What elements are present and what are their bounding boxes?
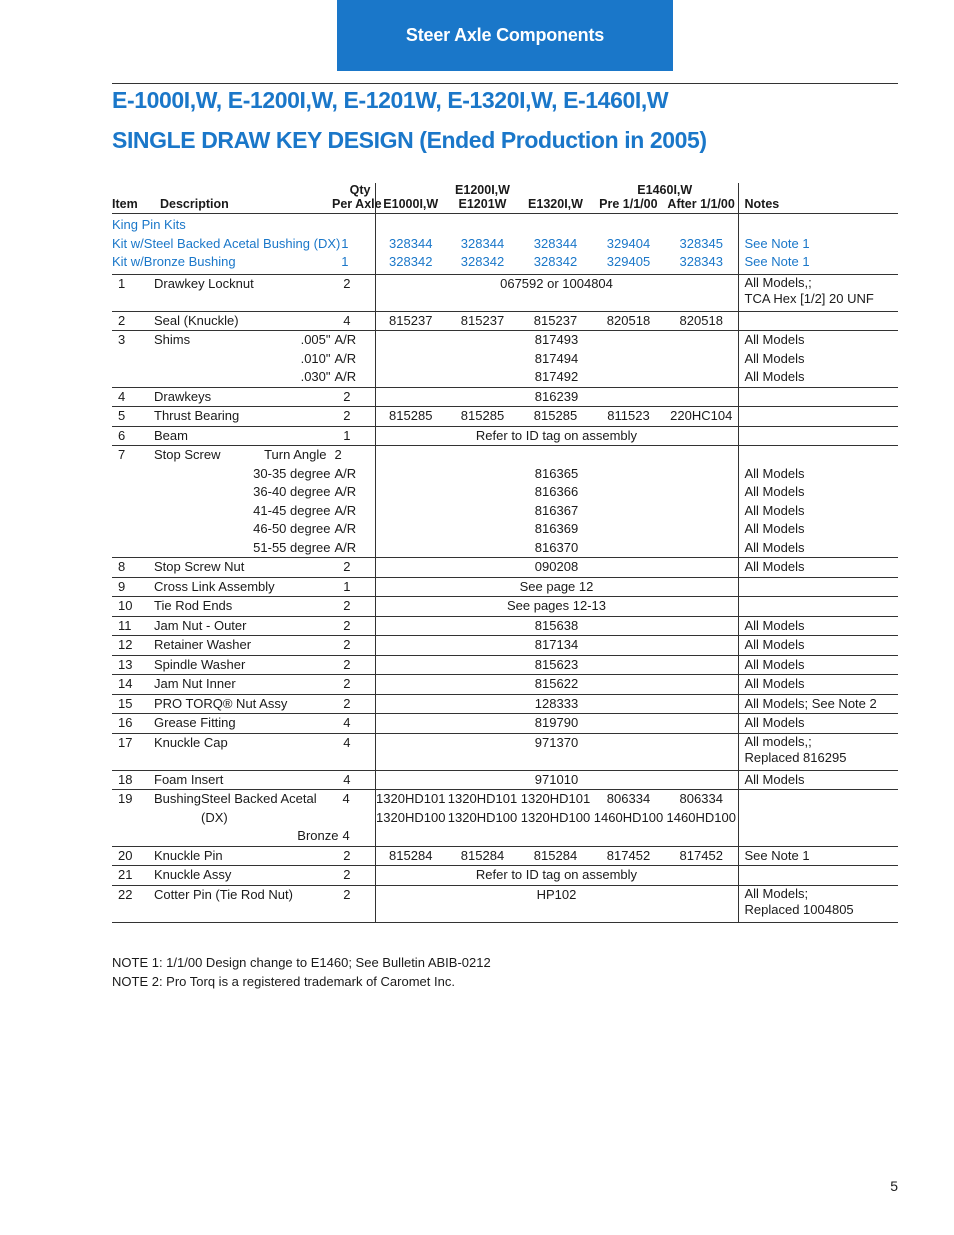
header-e1460-pre: Pre 1/1/00 (599, 197, 658, 211)
item-number: 3 (112, 331, 148, 388)
table-row (112, 675, 898, 695)
item-e1000: 815237 (375, 311, 446, 331)
item-e1200: 815285 (446, 407, 519, 427)
item-e1320: 815285 (519, 407, 592, 427)
kit-notes: See Note 1 (738, 253, 898, 274)
item-qty: 2 (332, 675, 375, 695)
item-notes: All Models (738, 616, 898, 636)
item-part-number: 819790 (375, 714, 738, 734)
table-row (112, 426, 898, 446)
header-notes: Notes (738, 183, 898, 214)
item-notes: All Models (738, 675, 898, 695)
kits-label: King Pin Kits (112, 217, 186, 232)
item-description: Cotter Pin (Tie Rod Nut) (148, 885, 332, 922)
header-e1460-after: After 1/1/00 (667, 197, 735, 211)
item-number: 7 (112, 446, 148, 558)
item-part-number: 815638 (375, 616, 738, 636)
item-qty: 4 (332, 311, 375, 331)
item-notes: All Models All Models All Models All Models All Models (738, 446, 898, 558)
item-part-number: 817493 817494 817492 (375, 331, 738, 388)
item-e1000: 815284 (375, 846, 446, 866)
table-header-row (112, 183, 898, 214)
kit-qty: 1 (341, 254, 349, 269)
table-row (112, 636, 898, 656)
kit-e1000: 328342 (375, 253, 446, 274)
item-notes: All Models (738, 655, 898, 675)
item-qty: 2 (332, 694, 375, 714)
item-notes: All Models (738, 636, 898, 656)
table-row (112, 866, 898, 886)
item-e1320: 815284 (519, 846, 592, 866)
item-e1200: 815284 (446, 846, 519, 866)
header-e1460 (592, 183, 738, 214)
header-e1460-top: E1460I,W (637, 183, 693, 197)
item-notes: All Models All Models All Models (738, 331, 898, 388)
item-pre: 811523 (592, 407, 665, 427)
page-title-design: SINGLE DRAW KEY DESIGN (Ended Production in 2005) (112, 127, 707, 153)
page-number: 5 (890, 1178, 898, 1194)
item-number: 9 (112, 577, 148, 597)
header-e1320: E1320I,W (519, 183, 592, 214)
item-qty: 2 (332, 636, 375, 656)
item-description: Cross Link Assembly (148, 577, 332, 597)
item-description: Tie Rod Ends (148, 597, 332, 617)
item-after: 820518 (665, 311, 738, 331)
item-after: 220HC104 (665, 407, 738, 427)
table-row (112, 597, 898, 617)
item-qty: 4 (332, 770, 375, 790)
header-description: Description (148, 183, 332, 214)
item-number: 11 (112, 616, 148, 636)
item-part-number: 971010 (375, 770, 738, 790)
page-title-models: E-1000I,W, E-1200I,W, E-1201W, E-1320I,W, E-1460I,W (112, 87, 669, 113)
kit-after: 328343 (679, 254, 723, 269)
item-number: 16 (112, 714, 148, 734)
table-row (112, 558, 898, 578)
item-notes: All Models; See Note 2 (738, 694, 898, 714)
item-number: 2 (112, 311, 148, 331)
table-row (112, 274, 898, 311)
kit-row (112, 253, 898, 274)
table-row (112, 846, 898, 866)
item-number: 12 (112, 636, 148, 656)
item-part-number: 067592 or 1004804 (375, 274, 738, 311)
parts-table (112, 183, 898, 923)
item-e1200: 815237 (446, 311, 519, 331)
item-notes: All Models; Replaced 1004805 (738, 885, 898, 922)
item-part-number: 816365 816366 816367 816369 816370 (375, 446, 738, 558)
item-description: Stop Screw Turn Angle 2 30-35 degree A/R 36-40 degree A/R 41-45 degree A/R 46-50 degree A/R 51-55 degree A/R (148, 446, 375, 558)
item-qty: 2 (332, 407, 375, 427)
kit-notes: See Note 1 (738, 235, 898, 254)
item-part-number: 971370 (375, 733, 738, 770)
item-number: 14 (112, 675, 148, 695)
header-e1200 (446, 183, 519, 214)
header-rule (112, 83, 898, 84)
kit-e1320: 328344 (533, 235, 578, 251)
header-qty-top: Qty (349, 183, 371, 197)
item-number: 19 (112, 790, 148, 847)
item-description: Knuckle Cap (148, 733, 332, 770)
kit-desc: Kit w/Steel Backed Acetal Bushing (DX) (112, 235, 341, 251)
item-qty: 2 (332, 558, 375, 578)
item-number: 1 (112, 274, 148, 311)
item-number: 13 (112, 655, 148, 675)
item-after: 817452 (665, 846, 738, 866)
table-row (112, 885, 898, 922)
item-after: 806334 1460HD100 (665, 790, 738, 847)
table-row (112, 714, 898, 734)
footnote-2: NOTE 2: Pro Torq is a registered trademark of Caromet Inc. (112, 974, 455, 989)
kit-e1200: 328342 (460, 254, 505, 269)
item-description: Retainer Washer (148, 636, 332, 656)
item-description: Bushing Steel Backed Acetal (DX) 4 Bronze 4 (148, 790, 375, 847)
header-e1000: E1000I,W (375, 183, 446, 214)
item-number: 8 (112, 558, 148, 578)
item-part-number: See page 12 (375, 577, 738, 597)
header-e1200-top: E1200I,W (455, 183, 510, 197)
table-row (112, 616, 898, 636)
kit-pre: 329405 (606, 254, 651, 269)
item-description: Knuckle Pin (148, 846, 332, 866)
item-number: 6 (112, 426, 148, 446)
item-qty: 2 (332, 655, 375, 675)
footnote-1: NOTE 1: 1/1/00 Design change to E1460; See Bulletin ABIB-0212 (112, 955, 491, 970)
item-part-number: 090208 (375, 558, 738, 578)
item-part-number: See pages 12-13 (375, 597, 738, 617)
item-number: 17 (112, 733, 148, 770)
table-row (112, 446, 898, 558)
item-qty: 2 (332, 846, 375, 866)
table-row (112, 694, 898, 714)
item-notes: All Models (738, 770, 898, 790)
section-tab: Steer Axle Components (337, 0, 673, 71)
item-qty: 4 (332, 733, 375, 770)
item-number: 21 (112, 866, 148, 886)
item-description: Beam (148, 426, 332, 446)
item-qty: 2 (332, 885, 375, 922)
kits-label-row (112, 214, 898, 235)
item-qty: 1 (332, 577, 375, 597)
item-description: Jam Nut - Outer (148, 616, 332, 636)
header-e1200-bottom: E1201W (458, 197, 507, 211)
item-description: Seal (Knuckle) (148, 311, 332, 331)
table-row (112, 770, 898, 790)
kit-e1000: 328344 (375, 235, 446, 254)
item-qty: 2 (332, 597, 375, 617)
table-row (112, 387, 898, 407)
header-qty (332, 183, 382, 214)
item-qty: 2 (332, 616, 375, 636)
item-description: Grease Fitting (148, 714, 332, 734)
item-pre: 817452 (592, 846, 665, 866)
table-row (112, 790, 898, 847)
item-qty: 4 (332, 714, 375, 734)
item-pre: 820518 (592, 311, 665, 331)
item-notes: All models,; Replaced 816295 (738, 733, 898, 770)
item-e1320: 815237 (519, 311, 592, 331)
table-row (112, 577, 898, 597)
item-notes: All Models (738, 558, 898, 578)
table-row (112, 311, 898, 331)
item-qty: 1 (332, 426, 375, 446)
header-item: Item (112, 183, 148, 214)
kit-qty: 1 (341, 235, 349, 251)
item-part-number: Refer to ID tag on assembly (375, 426, 738, 446)
item-part-number: 815623 (375, 655, 738, 675)
item-number: 18 (112, 770, 148, 790)
item-part-number: 817134 (375, 636, 738, 656)
item-description: Jam Nut Inner (148, 675, 332, 695)
item-description: PRO TORQ® Nut Assy (148, 694, 332, 714)
item-qty: 2 (332, 866, 375, 886)
item-description: Thrust Bearing (148, 407, 332, 427)
header-qty-bottom: Per Axle (332, 197, 382, 211)
item-notes: See Note 1 (738, 846, 898, 866)
kit-after: 328345 (679, 235, 723, 251)
kit-e1320: 328342 (533, 254, 578, 269)
item-part-number: HP102 (375, 885, 738, 922)
item-part-number: 128333 (375, 694, 738, 714)
item-description: Drawkeys (148, 387, 332, 407)
kit-desc: Kit w/Bronze Bushing (112, 254, 236, 269)
table-row (112, 331, 898, 388)
item-e1200: 1320HD101 1320HD100 (446, 790, 519, 847)
table-row (112, 407, 898, 427)
item-e1000: 815285 (375, 407, 446, 427)
item-number: 10 (112, 597, 148, 617)
item-notes: All Models (738, 714, 898, 734)
item-number: 20 (112, 846, 148, 866)
item-description: Knuckle Assy (148, 866, 332, 886)
item-number: 5 (112, 407, 148, 427)
item-e1320: 1320HD101 1320HD100 (519, 790, 592, 847)
item-number: 4 (112, 387, 148, 407)
item-part-number: 815622 (375, 675, 738, 695)
item-description: Shims .005" A/R .010" A/R .030" A/R (148, 331, 375, 388)
item-description: Spindle Washer (148, 655, 332, 675)
item-qty: 2 (332, 274, 375, 311)
item-number: 15 (112, 694, 148, 714)
table-row (112, 655, 898, 675)
kit-row (112, 235, 898, 254)
item-number: 22 (112, 885, 148, 922)
table-row (112, 733, 898, 770)
item-description: Drawkey Locknut (148, 274, 332, 311)
kit-pre: 329404 (606, 235, 651, 251)
item-pre: 806334 1460HD100 (592, 790, 665, 847)
item-qty: 2 (332, 387, 375, 407)
kit-e1200: 328344 (460, 235, 505, 251)
item-part-number: Refer to ID tag on assembly (375, 866, 738, 886)
item-description: Foam Insert (148, 770, 332, 790)
item-notes: All Models,; TCA Hex [1/2] 20 UNF (738, 274, 898, 311)
item-e1000: 1320HD101 1320HD100 (375, 790, 446, 847)
item-part-number: 816239 (375, 387, 738, 407)
item-description: Stop Screw Nut (148, 558, 332, 578)
